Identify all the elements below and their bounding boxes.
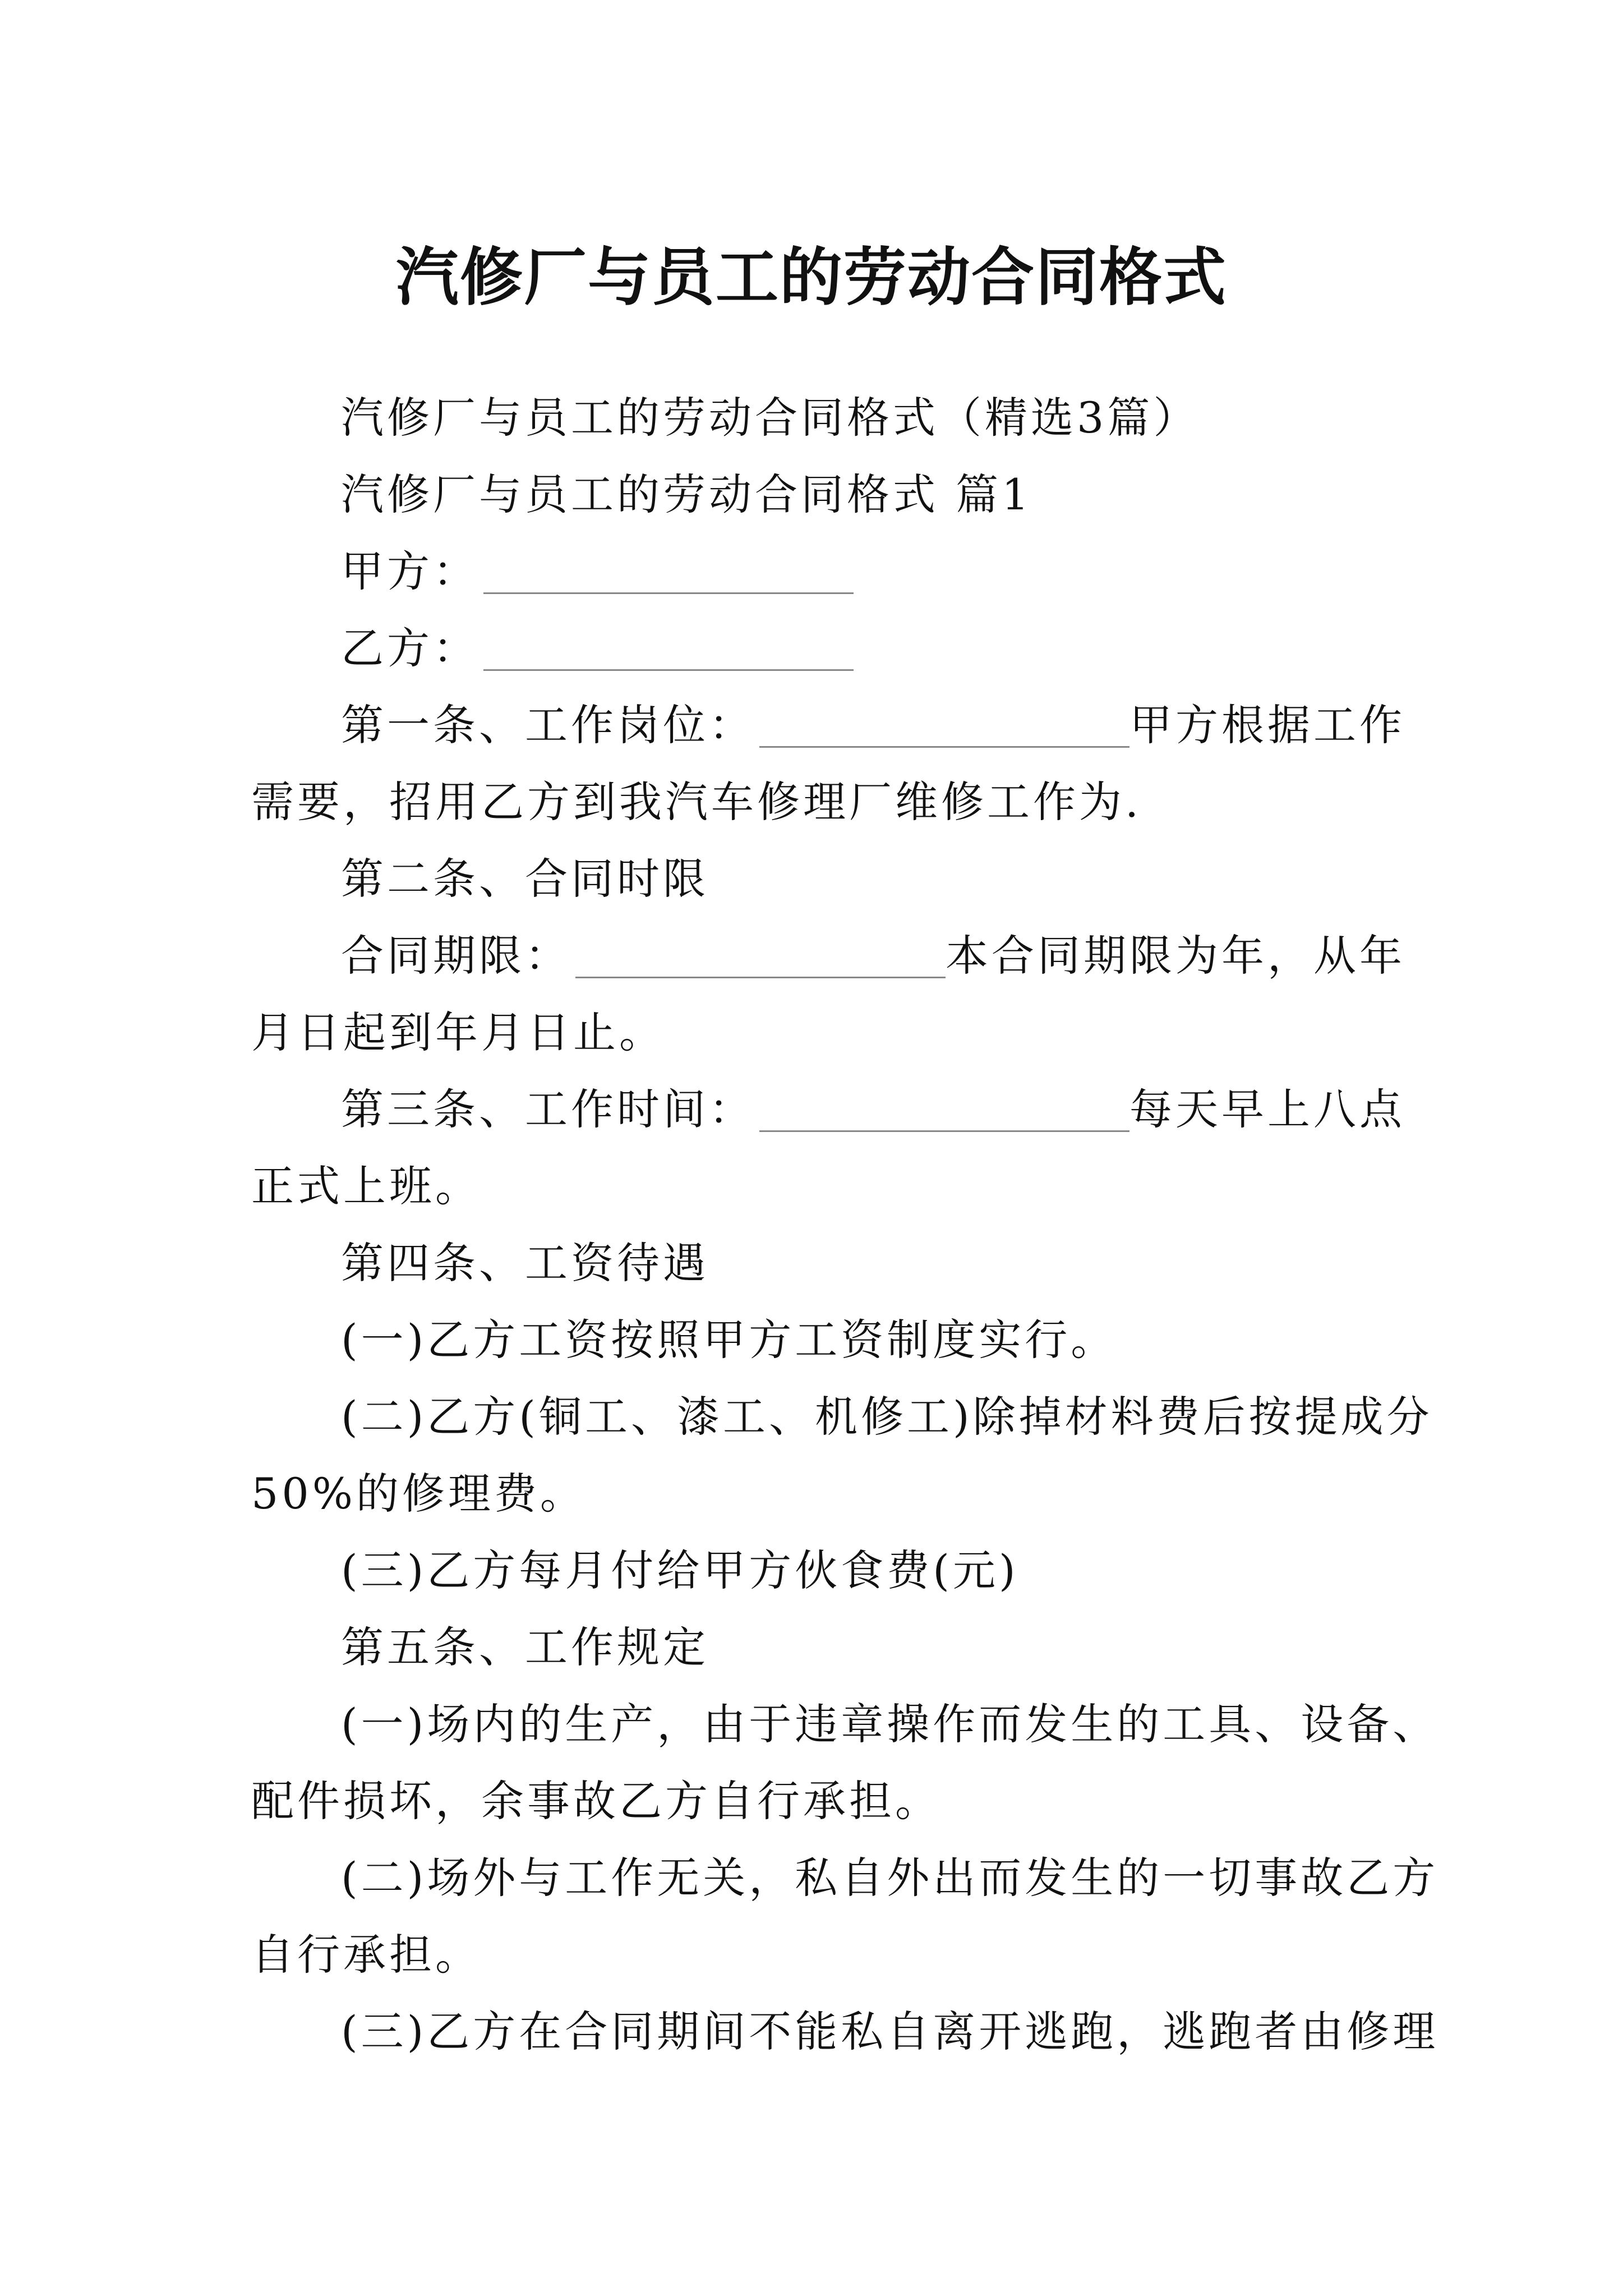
article-4-heading: 第四条、工资待遇 bbox=[341, 1238, 709, 1288]
article-2-label: 合同期限： bbox=[341, 931, 571, 981]
article-2-blank bbox=[575, 932, 946, 978]
article-5-item-1-continuation: 配件损坏，余事故乙方自行承担。 bbox=[251, 1776, 941, 1826]
document-subtitle: 汽修厂与员工的劳动合同格式（精选3篇） bbox=[341, 393, 1200, 443]
party-b-line bbox=[251, 610, 1373, 687]
party-a-blank bbox=[483, 547, 854, 594]
article-5-item-3: (三)乙方在合同期间不能私自离开逃跑，逃跑者由修理 bbox=[341, 2007, 1439, 2056]
party-a-line bbox=[251, 533, 1373, 610]
article-5-item-2: (二)场外与工作无关，私自外出而发生的一切事故乙方 bbox=[341, 1853, 1439, 1903]
article-3-label: 第三条、工作时间： bbox=[341, 1084, 755, 1134]
article-2-heading: 第二条、合同时限 bbox=[341, 854, 709, 904]
article-4-item-2: (二)乙方(铜工、漆工、机修工)除掉材料费后按提成分 bbox=[341, 1392, 1433, 1442]
party-b-label: 乙方： bbox=[341, 623, 479, 673]
article-3-blank bbox=[759, 1085, 1129, 1132]
article-1-continuation: 需要，招用乙方到我汽车修理厂维修工作为. bbox=[251, 777, 1142, 827]
article-4-item-1: (一)乙方工资按照甲方工资制度实行。 bbox=[341, 1315, 1117, 1365]
article-2-continuation: 月日起到年月日止。 bbox=[251, 1007, 665, 1057]
article-1-after: 甲方根据工作 bbox=[1129, 700, 1405, 750]
article-5-heading: 第五条、工作规定 bbox=[341, 1622, 709, 1672]
article-4-item-2-continuation: 50%的修理费。 bbox=[251, 1469, 586, 1519]
article-5-item-2-continuation: 自行承担。 bbox=[251, 1930, 481, 1980]
article-3-continuation: 正式上班。 bbox=[251, 1161, 481, 1211]
article-3-line bbox=[251, 1071, 1405, 1148]
article-3-after: 每天早上八点 bbox=[1129, 1084, 1405, 1134]
article-2-after: 本合同期限为年，从年 bbox=[946, 931, 1405, 981]
section-heading: 汽修厂与员工的劳动合同格式 篇1 bbox=[341, 470, 1032, 519]
document-body bbox=[251, 379, 1439, 2070]
party-a-label: 甲方： bbox=[341, 546, 479, 596]
article-2-line bbox=[251, 917, 1405, 994]
document-title: 汽修厂与员工的劳动合同格式 bbox=[396, 241, 1227, 315]
party-b-blank bbox=[483, 624, 854, 671]
article-1-line bbox=[251, 687, 1405, 763]
article-4-item-3: (三)乙方每月付给甲方伙食费(元) bbox=[341, 1545, 1019, 1595]
article-1-blank bbox=[759, 701, 1129, 748]
article-5-item-1: (一)场内的生产，由于违章操作而发生的工具、设备、 bbox=[341, 1699, 1439, 1749]
article-1-label: 第一条、工作岗位： bbox=[341, 700, 755, 750]
